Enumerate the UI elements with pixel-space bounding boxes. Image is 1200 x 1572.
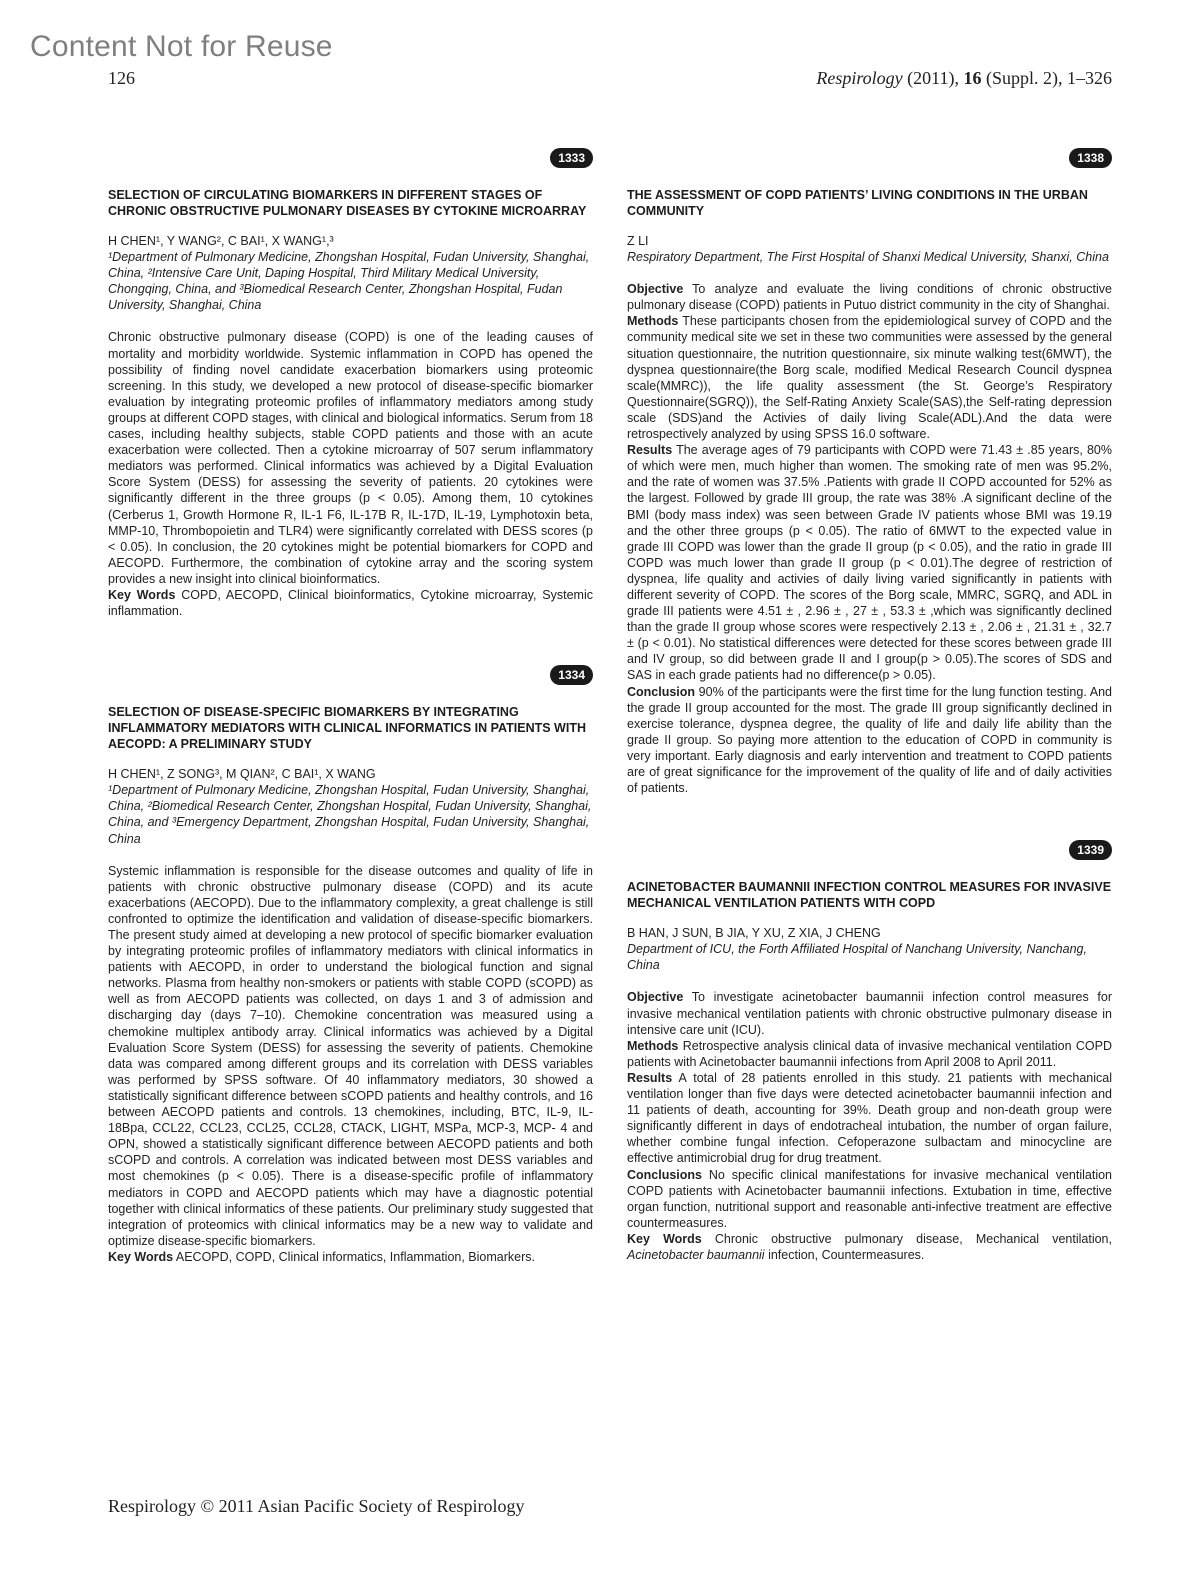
abstract-1333 bbox=[108, 148, 593, 619]
running-header bbox=[816, 68, 1112, 89]
keywords-text: AECOPD, COPD, Clinical informatics, Inflammation, Biomarkers. bbox=[173, 1249, 535, 1264]
keywords-text: COPD, AECOPD, Clinical bioinformatics, Cytokine microarray, Systemic inflammation. bbox=[108, 587, 593, 619]
keywords-text: Chronic obstructive pulmonary disease, Mechanical ventilation, bbox=[701, 1231, 1112, 1246]
abstract-number-badge: 1333 bbox=[550, 148, 593, 168]
abstract-title: THE ASSESSMENT OF COPD PATIENTS’ LIVING CONDITIONS IN THE URBAN COMMUNITY bbox=[627, 188, 1088, 218]
objective-text: To investigate acinetobacter baumannii infection control measures for invasive mechanical ventilation patients with chronic obstructive pulmonary disease in intensive care unit (ICU). bbox=[627, 990, 1112, 1037]
results-text: A total of 28 patients enrolled in this study. 21 patients with mechanical ventilation longer than five days were detected acinetobacter baumannii infection and 11 patients of death, accounting for 39%. Death group and non-death group were significantly different in days of endotracheal intubation, the number of organ failure, whether combine fungal infection. Cefoperazone sulbactam and minocycline are effective antimicrobial drug for drug treatment. bbox=[627, 1070, 1112, 1166]
methods-section bbox=[627, 313, 1112, 442]
abstract-number-badge: 1338 bbox=[1069, 148, 1112, 168]
abstract-text: Chronic obstructive pulmonary disease (COPD) is one of the leading causes of mortality and morbidity worldwide. Systemic inflammation in COPD has opened the possibility of finding novel candidate exacerbation biomarkers using proteomic screening. In this study, we developed a new protocol of disease-specific biomarker evaluation by integrating proteomic profiles of inflammatory mediators among study groups at different COPD stages, with clinical and biological informatics. Serum from 18 cases, including healthy subjects, stable COPD patients and those with an acute exacerbation were collected. Then a cytokine microarray of 507 serum inflammatory mediators was performed. Clinical informatics was achieved by a Digital Evaluation Score System (DESS) for assessing the severity of patients. 20 cytokines were significantly different in the three groups (p < 0.05). Among them, 10 cytokines (Cerberus 1, Growth Hormone R, IL-1 F6, IL-17B R, IL-17D, IL-19, Lymphotoxin beta, MMP-10, Thrombopoietin and TLR4) were significantly correlated with DESS scores (p < 0.05). In conclusion, the 20 cytokines might be potential biomarkers for COPD and AECOPD. Furthermore, the combination of cytokine array and the scoring system provides a new insight into clinical bioinformatics. bbox=[108, 330, 593, 586]
abstract-body bbox=[627, 281, 1112, 796]
abstract-number-badge: 1334 bbox=[550, 665, 593, 685]
abstract-affiliation: Department of ICU, the Forth Affiliated Hospital of Nanchang University, Nanchang, China bbox=[627, 942, 1087, 973]
methods-label: Methods bbox=[627, 1038, 679, 1053]
journal-year: (2011), bbox=[902, 68, 964, 88]
results-text: The average ages of 79 participants with COPD were 71.43 ± .85 years, 80% of which were men, much higher than women. The smoking rate of men was 95.2%, and the rate of women was 37.5% .Patients with grade II COPD accounted for 52% as the largest. Followed by grade III group, the rate was 38% .A significant decline of the BMI (body mass index) was seen between Grade IV patients whose BMI was 19.19 and the other three groups (p < 0.05). The ratio of 6MWT to the expected value in grade III COPD was lower than the grade II group (p < 0.05), and the ratio in grade III COPD was much lower than grade II group (p < 0.01).The degree of restriction of dyspnea, life quality and activies of daily living varied significantly in patients with different severity of COPD. The scores of the Borg scale, MMRC, SGRQ, and ADL in grade III patients were 4.51 ± , 2.96 ± , 27 ± , 53.3 ± ,which was significantly declined than the grade II group whose scores were respectively 2.13 ± , 2.06 ± , 21.31 ± , 32.7 ± (p < 0.01). No statistical differences were detected for these scores between grade III and IV group, so did between grade II and I group(p > 0.05).The scores of SDS and SAS in each grade patients had no difference(p > 0.05). bbox=[627, 443, 1112, 683]
abstract-body bbox=[627, 989, 1112, 1263]
abstract-1334 bbox=[108, 665, 593, 1265]
conclusions-label: Conclusions bbox=[627, 1167, 703, 1182]
abstract-title: SELECTION OF DISEASE-SPECIFIC BIOMARKERS BY INTEGRATING INFLAMMATORY MEDIATORS WITH CLINICAL INFORMATICS IN PATIENTS WITH AECOPD: A PRELIMINARY STUDY bbox=[108, 705, 586, 752]
keywords-label: Key Words bbox=[108, 587, 176, 602]
results-section bbox=[627, 442, 1112, 683]
abstract-title: SELECTION OF CIRCULATING BIOMARKERS IN DIFFERENT STAGES OF CHRONIC OBSTRUCTIVE PULMONARY DISEASES BY CYTOKINE MICROARRAY bbox=[108, 188, 587, 218]
keywords-text-end: infection, Countermeasures. bbox=[764, 1247, 925, 1262]
methods-text: Retrospective analysis clinical data of invasive mechanical ventilation COPD patients with Acinetobacter baumannii infections from April 2008 to April 2011. bbox=[627, 1038, 1112, 1069]
results-label: Results bbox=[627, 443, 673, 458]
conclusions-text: No specific clinical manifestations for invasive mechanical ventilation COPD patients with Acinetobacter baumannii infections. Extubation in time, effective organ function, nutritional support and reasonable anti-infective treatment are effective countermeasures. bbox=[627, 1167, 1112, 1230]
abstract-keywords bbox=[627, 1231, 1112, 1263]
conclusions-section bbox=[627, 1167, 1112, 1231]
objective-label: Objective bbox=[627, 282, 684, 297]
abstract-body bbox=[108, 863, 593, 1265]
abstract-number-badge: 1339 bbox=[1069, 840, 1112, 860]
methods-label: Methods bbox=[627, 314, 679, 329]
abstract-body bbox=[108, 329, 593, 619]
abstract-authors: Z LI bbox=[627, 234, 649, 248]
methods-section bbox=[627, 1038, 1112, 1070]
abstract-affiliation: Respiratory Department, The First Hospital of Shanxi Medical University, Shanxi, China bbox=[627, 250, 1109, 265]
abstract-keywords bbox=[108, 1249, 593, 1265]
journal-volume: 16 bbox=[963, 68, 982, 88]
left-column bbox=[108, 148, 593, 1265]
objective-section bbox=[627, 281, 1112, 313]
abstract-authors: H CHEN¹, Y WANG², C BAI¹, X WANG¹,³ bbox=[108, 234, 334, 248]
objective-text: To analyze and evaluate the living conditions of chronic obstructive pulmonary disease (COPD) patients in Putuo district community in the city of Shanghai. bbox=[627, 282, 1112, 313]
results-section bbox=[627, 1070, 1112, 1167]
keywords-italic-term: Acinetobacter baumannii bbox=[627, 1247, 765, 1262]
keywords-label: Key Words bbox=[108, 1249, 174, 1264]
methods-text: These participants chosen from the epidemiological survey of COPD and the community medical site we set in these two communities were assessed by the general situation questionnaire, the nutrition questionnaire, six minute walking test(6MWT), the dyspnea questionnaire(the Borg scale, modified Medical Research Council dyspnea scale(MMRC)), the life quality assessment (the St. George’s Respiratory Questionnaire(SGRQ)), the Self-Rating Anxiety Scale(SAS),the Self-rating depression scale (SDS)and the Activies of daily living Scale(ADL).And the data were retrospectively analyzed by using SPSS 16.0 software. bbox=[627, 314, 1112, 442]
watermark: Content Not for Reuse bbox=[30, 30, 333, 63]
abstract-authors: H CHEN¹, Z SONG³, M QIAN², C BAI¹, X WANG bbox=[108, 767, 376, 782]
keywords-label: Key Words bbox=[627, 1231, 702, 1246]
abstract-1339 bbox=[627, 840, 1112, 1263]
conclusion-label: Conclusion bbox=[627, 684, 696, 699]
abstract-authors: B HAN, J SUN, B JIA, Y XU, Z XIA, J CHENG bbox=[627, 926, 881, 941]
conclusion-text: 90% of the participants were the first time for the lung function testing. And the grade II group accounted for the most. The grade III group significantly declined in exercise tolerance, dyspnea degree, the quality of life and daily life ability than the grade II group. So paying more attention to the education of COPD in community is very important. Early diagnosis and early intervention and treatment to COPD patients are of great significance for the improvement of the quality of life and of daily activities of patients. bbox=[627, 684, 1112, 796]
objective-section bbox=[627, 989, 1112, 1037]
abstract-title: ACINETOBACTER BAUMANNII INFECTION CONTROL MEASURES FOR INVASIVE MECHANICAL VENTILATION PATIENTS WITH COPD bbox=[627, 880, 1112, 911]
journal-issue: (Suppl. 2), 1–326 bbox=[981, 68, 1112, 88]
abstract-text: Systemic inflammation is responsible for the disease outcomes and quality of life in patients with chronic obstructive pulmonary disease (COPD) and its acute exacerbations (AECOPD). Due to the inflammatory complexity, a great challenge is still confronted to optimize the identification and validation of disease-specific biomarkers. The present study aimed at developing a new protocol of specific biomarker evaluation by integrating proteomic profiles of inflammatory mediators with clinical informatics in patients with AECOPD, in order to understand the biological function and signal networks. Plasma from healthy non-smokers or patients with stable COPD (sCOPD) as well as from AECOPD patients was collected, on days 1 and 3 of admission and discharging day (days 7–10). Chemokine concentration was measured using a chemokine multiplex antibody array. Clinical informatics was achieved by a Digital Evaluation Score System (DESS) for assessing the severity of patients. Chemokine data was compared among different groups and its correlation with DESS variables was performed by SPSS software. Of 40 inflammatory mediators, 30 showed a statistically significant difference between sCOPD patients and healthy controls, and 16 between AECOPD patients and controls. 13 chemokines, including, BTC, IL-9, IL-18Bpa, CCL22, CCL23, CCL25, CCL28, CTACK, LIGHT, MSPa, MCP-3, MCP- 4 and OPN, showed a statistically significant difference between AECOPD patients and both sCOPD and controls. A correlation was indicated between most DESS variables and most chemokines (p < 0.05). There is a disease-specific profile of inflammatory mediators in COPD and AECOPD patients which may have a diagnostic potential together with clinical informatics of these patients. Our preliminary study suggested that integration of proteomics with clinical informatics may be a new way to validate and optimize disease-specific biomarkers. bbox=[108, 863, 593, 1248]
page-number: 126 bbox=[108, 68, 135, 88]
objective-label: Objective bbox=[627, 990, 684, 1005]
page-footer: Respirology © 2011 Asian Pacific Society of Respirology bbox=[108, 1496, 525, 1516]
abstract-affiliation: ¹Department of Pulmonary Medicine, Zhongshan Hospital, Fudan University, Shanghai, China, ²Biomedical Research Center, Zhongshan Hospital, Fudan University, Shanghai, China, and ³Emergency Department, Zhongshan Hospital, Fudan University, Shanghai, China bbox=[108, 783, 592, 846]
results-label: Results bbox=[627, 1070, 673, 1085]
abstract-keywords bbox=[108, 587, 593, 619]
abstract-1338 bbox=[627, 148, 1112, 796]
conclusion-section bbox=[627, 684, 1112, 797]
abstract-affiliation: ¹Department of Pulmonary Medicine, Zhongshan Hospital, Fudan University, Shanghai, China, ²Intensive Care Unit, Daping Hospital, Third Military Medical University, Chongqing, China, and ³Biomedical Research Center, Zhongshan Hospital, Fudan University, Shanghai, China bbox=[108, 250, 590, 313]
right-column bbox=[627, 148, 1112, 1263]
journal-name: Respirology bbox=[816, 68, 903, 88]
